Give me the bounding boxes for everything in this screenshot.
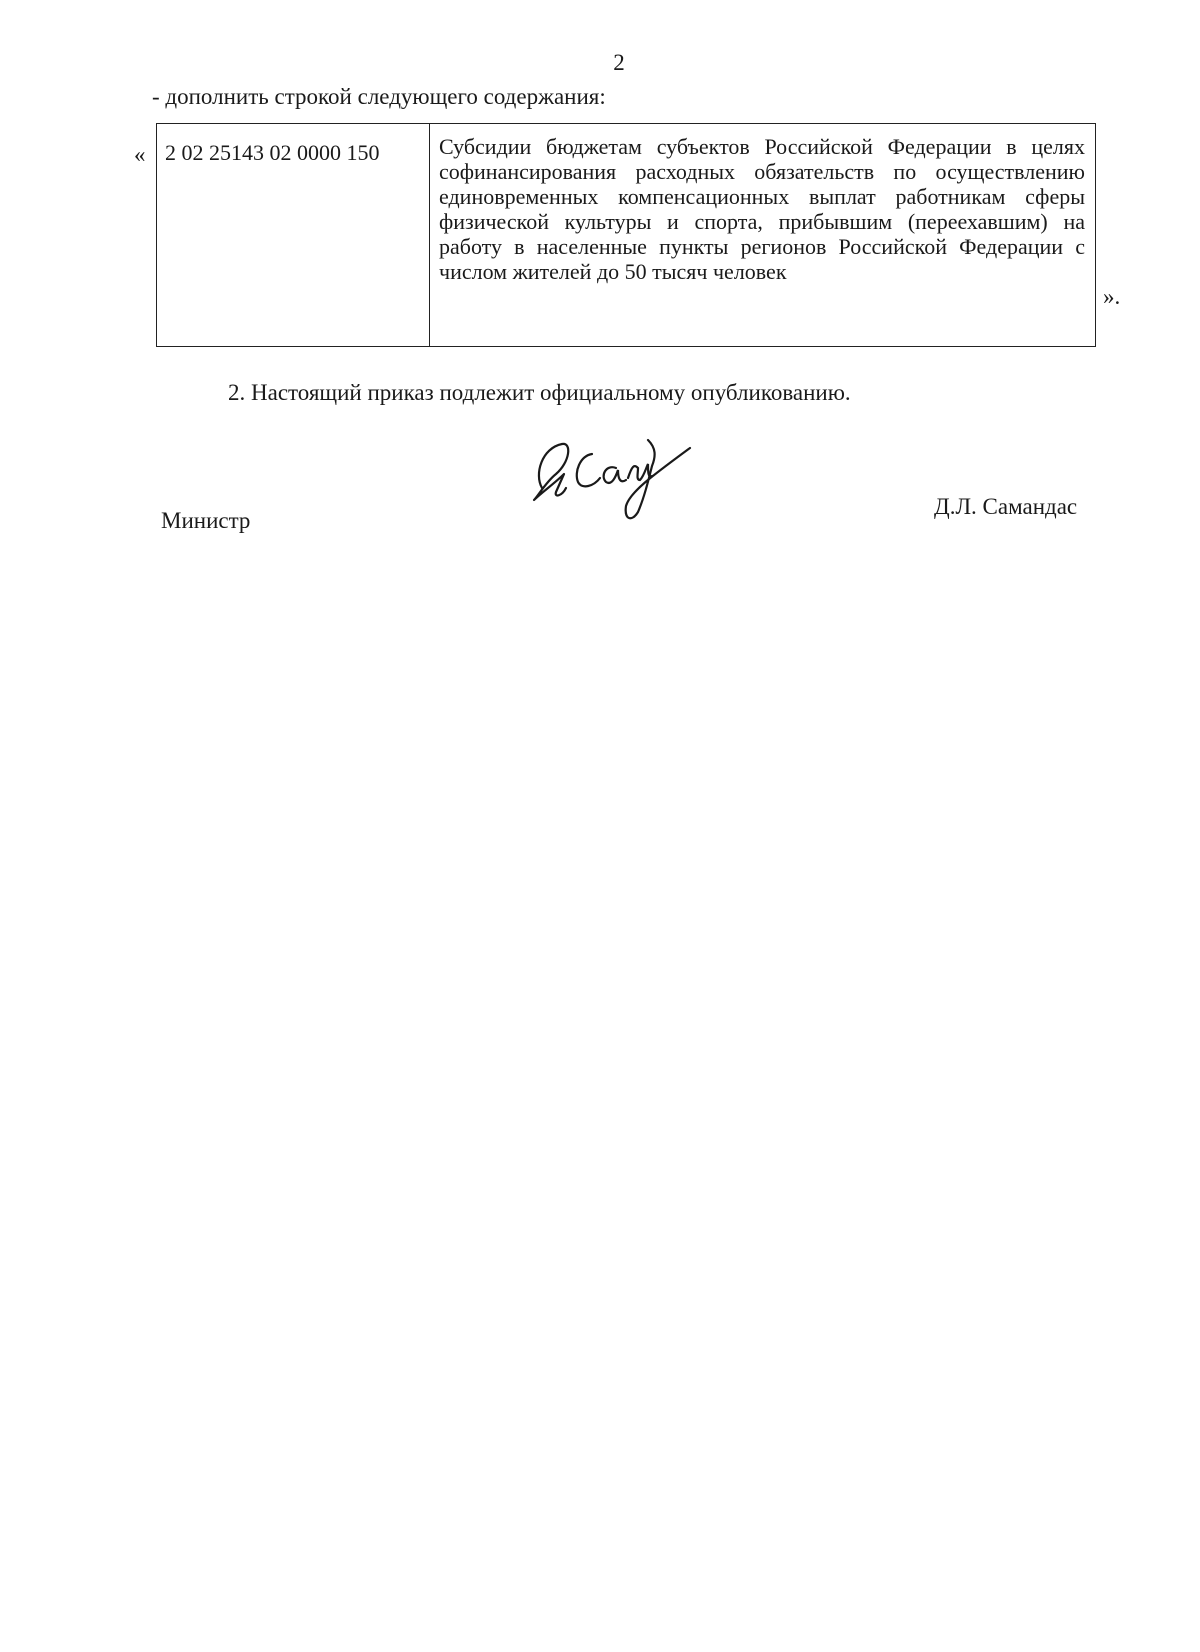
insert-table <box>156 123 1096 347</box>
description-cell: Субсидии бюджетам субъектов Российской Федерации в целях софинансирования расходных обязательств по осуществлению единовременных компенсационных выплат работникам сферы физической культуры и спорта, прибывшим (переехавшим) на работу в населенные пункты регионов Российской Федерации с числом жителей до 50 тысяч человек <box>430 124 1096 347</box>
page-number: 2 <box>613 50 625 75</box>
paragraph-2: 2. Настоящий приказ подлежит официальному опубликованию. <box>228 380 851 405</box>
signatory-position: Министр <box>161 508 251 533</box>
signatory-name: Д.Л. Самандас <box>934 494 1078 519</box>
handwritten-signature <box>520 426 700 526</box>
classification-code-cell: 2 02 25143 02 0000 150 <box>157 124 430 347</box>
table-row <box>157 124 1096 347</box>
intro-text: - дополнить строкой следующего содержания: <box>152 84 606 109</box>
opening-quote: « <box>134 142 146 167</box>
closing-quote: ». <box>1103 284 1121 309</box>
